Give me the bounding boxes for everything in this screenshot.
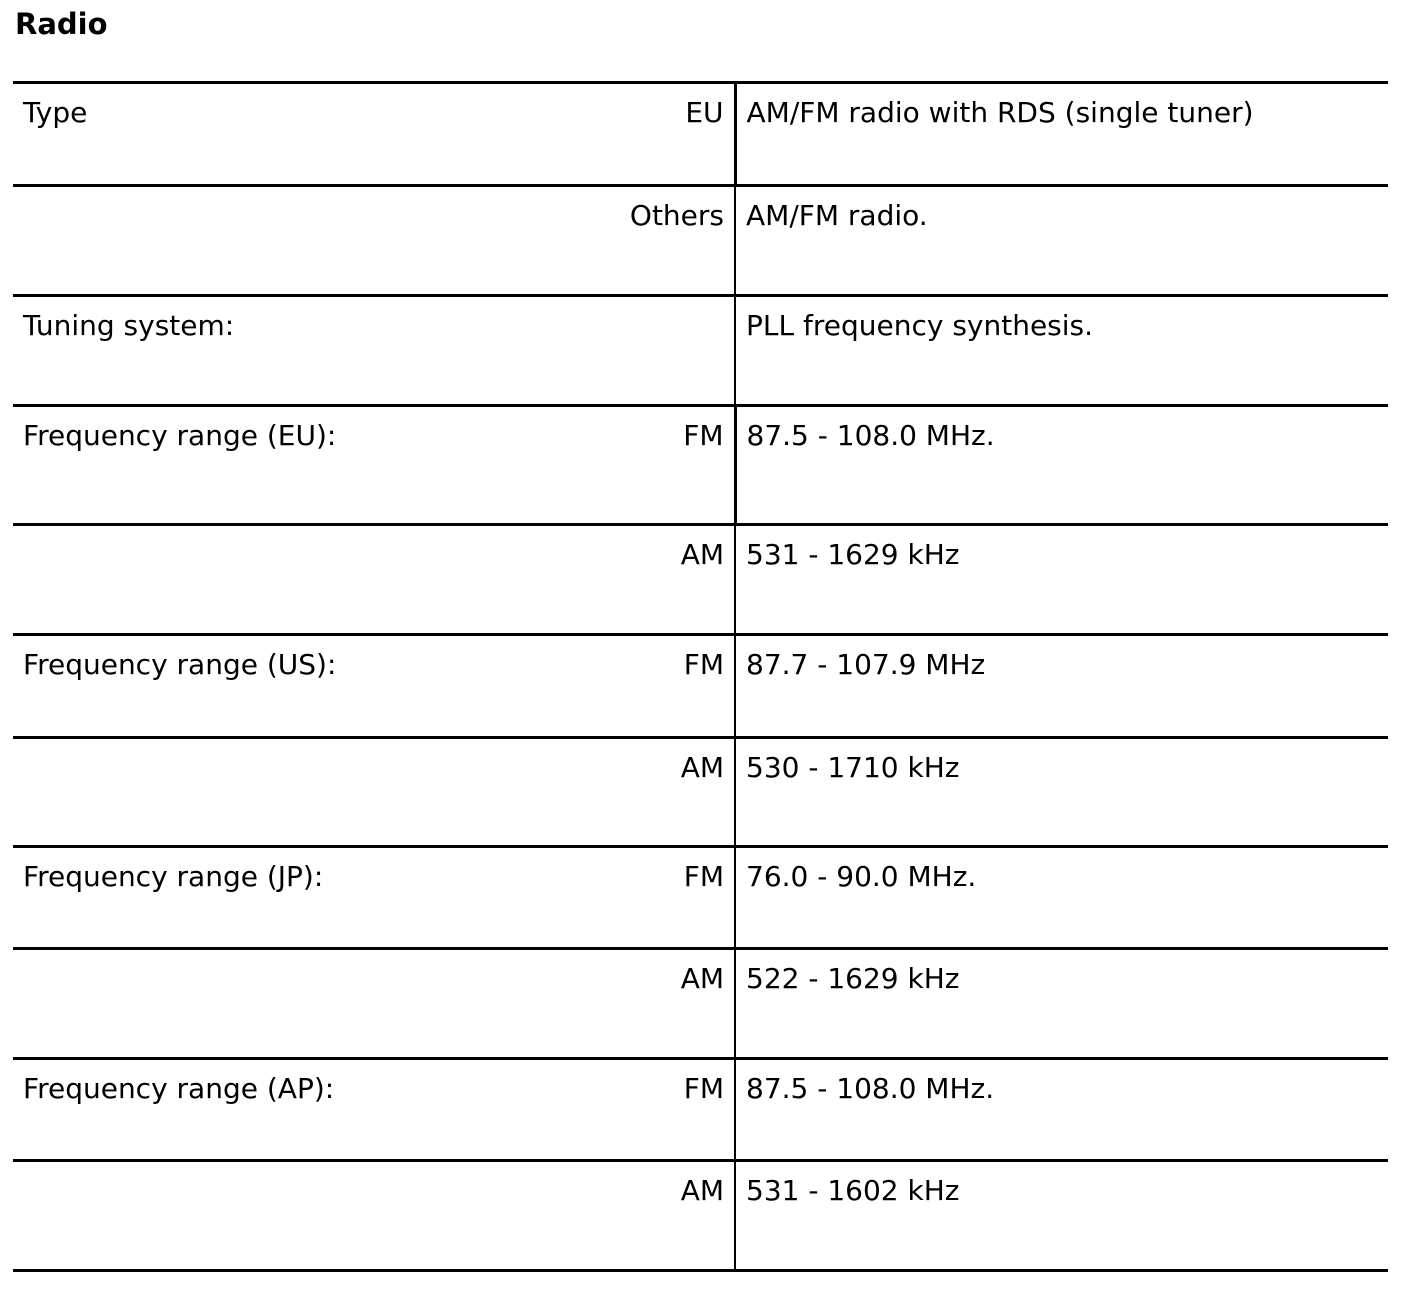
radio-spec-table — [13, 81, 1388, 1272]
row-variant: FM — [683, 648, 724, 681]
table-row — [13, 738, 1388, 847]
table-row — [13, 186, 1388, 296]
row-variant: AM — [680, 1174, 724, 1207]
row-value: 522 - 1629 kHz — [735, 949, 1388, 1059]
table-row — [13, 1059, 1388, 1161]
row-value: 87.5 - 108.0 MHz. — [735, 1059, 1388, 1161]
row-label: Frequency range (JP): — [23, 860, 324, 893]
row-label — [13, 525, 603, 635]
row-value: 87.5 - 108.0 MHz. — [735, 406, 1388, 525]
table-row — [13, 949, 1388, 1059]
row-label: Frequency range (EU): — [23, 419, 337, 452]
row-value: AM/FM radio. — [735, 186, 1388, 296]
row-value: 531 - 1629 kHz — [735, 525, 1388, 635]
row-label — [13, 949, 603, 1059]
table-row — [13, 1161, 1388, 1271]
row-value: 530 - 1710 kHz — [735, 738, 1388, 847]
table-row — [13, 525, 1388, 635]
table-row — [13, 406, 1388, 525]
row-variant: Others — [629, 199, 724, 232]
row-label — [13, 186, 603, 296]
table-row — [13, 296, 1388, 406]
row-variant — [603, 296, 735, 406]
page-title: Radio — [15, 7, 108, 41]
row-value: PLL frequency synthesis. — [735, 296, 1388, 406]
row-label — [13, 1161, 603, 1271]
table-row — [13, 635, 1388, 738]
row-label: Frequency range (AP): — [23, 1072, 335, 1105]
row-label — [13, 738, 603, 847]
row-value: 87.7 - 107.9 MHz — [735, 635, 1388, 738]
row-label: Frequency range (US): — [23, 648, 337, 681]
row-label: Type — [23, 96, 88, 129]
row-value: AM/FM radio with RDS (single tuner) — [735, 83, 1388, 186]
row-label: Tuning system: — [23, 309, 235, 342]
row-value: 531 - 1602 kHz — [735, 1161, 1388, 1271]
row-value: 76.0 - 90.0 MHz. — [735, 847, 1388, 949]
row-variant: AM — [680, 538, 724, 571]
row-variant: EU — [685, 96, 724, 129]
row-variant: FM — [683, 1072, 724, 1105]
table-row — [13, 83, 1388, 186]
row-variant: FM — [683, 860, 724, 893]
row-variant: FM — [683, 419, 724, 452]
row-variant: AM — [680, 751, 724, 784]
row-variant: AM — [680, 962, 724, 995]
table-row — [13, 847, 1388, 949]
